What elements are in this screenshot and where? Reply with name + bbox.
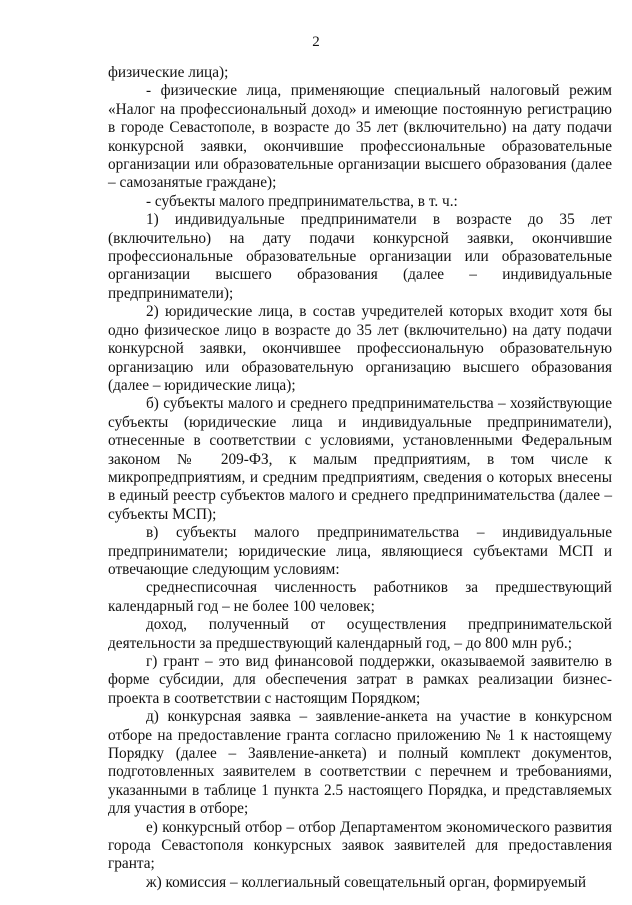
- document-body: [108, 64, 612, 892]
- paragraph-continuation: физические лица);: [108, 64, 229, 81]
- paragraph-item-g: г) грант – это вид финансовой поддержки, оказываемой заявителю в форме субсидии, для обеспечения затрат в рамках реализации бизнес-проекта в соответствии с настоящим Порядком;: [108, 653, 612, 707]
- paragraph-item-d: д) конкурсная заявка – заявление-анкета на участие в конкурсном отборе на предоставление гранта согласно приложению № 1 к настоящему Порядку (далее – Заявление-анкета) и полный комплект документов, подготовленных заявителем в соответствии с перечнем и требованиями, указанными в таблице 1 пункта 2.5 настоящего Порядка, и представляемых для участия в отборе;: [108, 708, 612, 818]
- paragraph-self-employed: - физические лица, применяющие специальный налоговый режим «Налог на профессиональный доход» и имеющие постоянную регистрацию в городе Севастополе, в возрасте до 35 лет (включительно) на дату подачи конкурсной заявки, окончившие профессиональные образовательные организации или образовательные организации высшего образования (далее – самозанятые граждане);: [108, 82, 612, 192]
- paragraph-income-condition: доход, полученный от осуществления предпринимательской деятельности за предшествующий календарный год, – до 800 млн руб.;: [108, 616, 612, 652]
- paragraph-item-e: е) конкурсный отбор – отбор Департаментом экономического развития города Севастополя конкурсных заявок заявителей для предоставления гранта;: [108, 818, 612, 873]
- paragraph-item-v: в) субъекты малого предпринимательства – индивидуальные предприниматели; юридические лица, являющиеся субъектами МСП и отвечающие следующим условиям:: [108, 524, 612, 578]
- page-number: 2: [312, 34, 320, 50]
- paragraph-legal-entities: 2) юридические лица, в состав учредителей которых входит хотя бы одно физическое лицо в возрасте до 35 лет (включительно) на дату подачи конкурсной заявки, окончившее профессиональную образовательную организацию или образовательную организацию высшего образования (далее – юридические лица);: [108, 303, 612, 394]
- paragraph-small-business-header: - субъекты малого предпринимательства, в т. ч.:: [146, 192, 458, 210]
- paragraph-item-zh: ж) комиссия – коллегиальный совещательный орган, формируемый: [146, 873, 587, 891]
- paragraph-headcount-condition: среднесписочная численность работников за предшествующий календарный год – не более 100 человек;: [108, 579, 612, 615]
- paragraph-item-b: б) субъекты малого и среднего предпринимательства – хозяйствующие субъекты (юридические лица и индивидуальные предприниматели), отнесенные в соответствии с условиями, установленными Федеральным законом № 209-ФЗ, к малым предприятиям, в том числе к микропредприятиям, и средним предприятиям, сведения о которых внесены в единый реестр субъектов малого и среднего предпринимательства (далее – субъекты МСП);: [108, 395, 612, 523]
- paragraph-individual-entrepreneurs: 1) индивидуальные предприниматели в возрасте до 35 лет (включительно) на дату подачи конкурсной заявки, окончившие профессиональные образовательные организации или образовательные организации высшего образования (далее – индивидуальные предприниматели);: [108, 211, 612, 302]
